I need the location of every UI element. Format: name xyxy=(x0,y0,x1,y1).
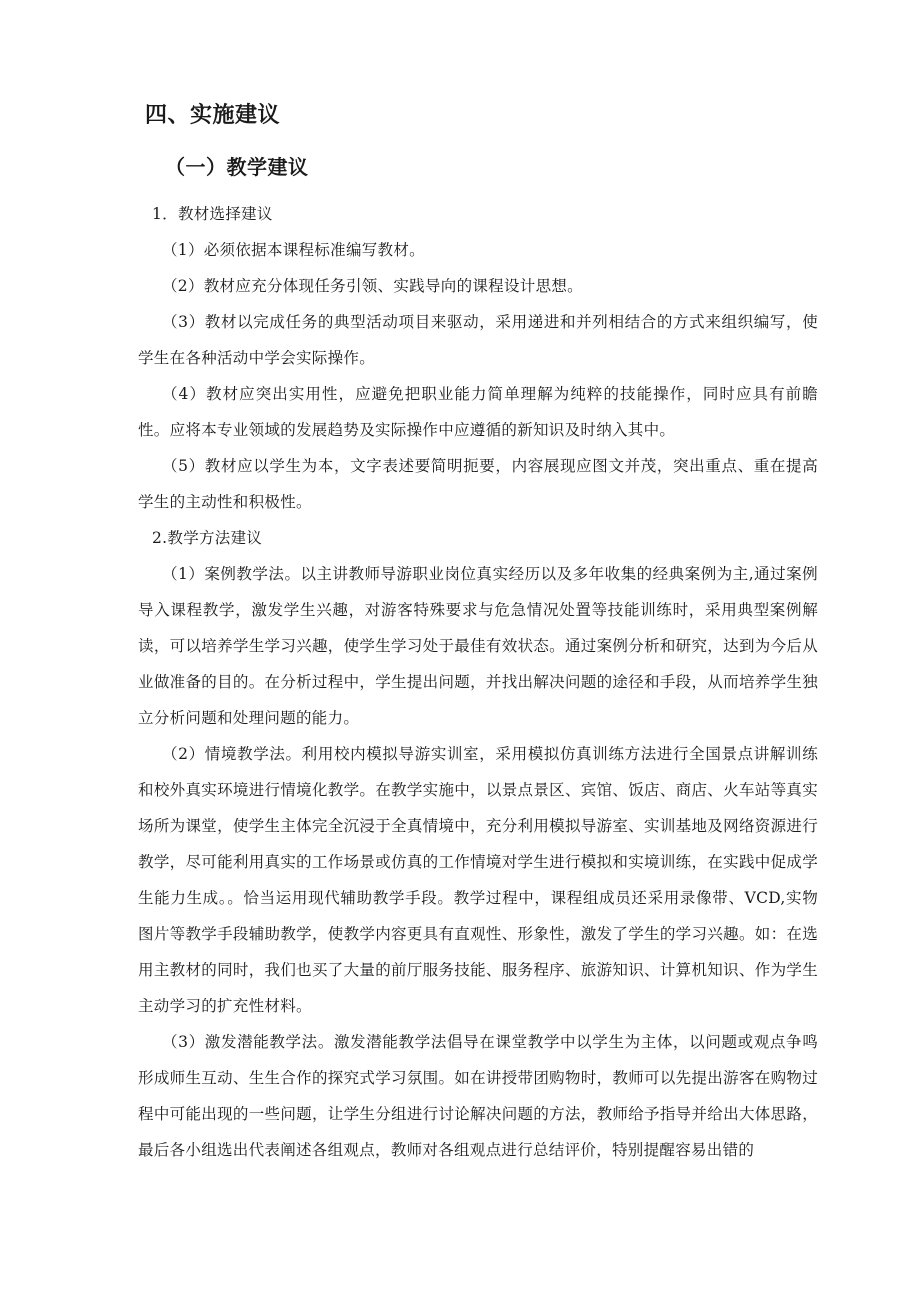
textbook-item-3: （3）教材以完成任务的典型活动项目来驱动，采用递进和并列相结合的方式来组织编写，使学生在各种活动中学会实际操作。 xyxy=(138,313,818,367)
textbook-item-5: （5）教材应以学生为本，文字表述要简明扼要，内容展现应图文并茂，突出重点、重在提高学生的主动性和积极性。 xyxy=(138,457,818,511)
methods-heading: 2.教学方法建议 xyxy=(152,529,263,547)
body-text xyxy=(138,196,818,1168)
textbook-heading: 1．教材选择建议 xyxy=(152,205,273,223)
textbook-item-2: （2）教材应充分体现任务引领、实践导向的课程设计思想。 xyxy=(162,277,583,295)
method-item-3: （3）激发潜能教学法。激发潜能教学法倡导在课堂教学中以学生为主体，以问题或观点争鸣形成师生互动、生生合作的探究式学习氛围。如在讲授带团购物时，教师可以先提出游客在购物过程中可能出现的一些问题，让学生分组进行讨论解决问题的方法，教师给予指导并给出大体思路，最后各小组选出代表阐述各组观点，教师对各组观点进行总结评价，特别提醒容易出错的 xyxy=(138,1033,818,1159)
subsection-title: （一）教学建议 xyxy=(165,155,309,179)
textbook-item-4: （4）教材应突出实用性，应避免把职业能力简单理解为纯粹的技能操作，同时应具有前瞻性。应将本专业领域的发展趋势及实际操作中应遵循的新知识及时纳入其中。 xyxy=(138,385,818,439)
method-item-2: （2）情境教学法。利用校内模拟导游实训室，采用模拟仿真训练方法进行全国景点讲解训练和校外真实环境进行情境化教学。在教学实施中，以景点景区、宾馆、饭店、商店、火车站等真实场所为课堂，使学生主体完全沉浸于全真情境中，充分利用模拟导游室、实训基地及网络资源进行教学，尽可能利用真实的工作场景或仿真的工作情境对学生进行模拟和实境训练，在实践中促成学生能力生成。。恰当运用现代辅助教学手段。教学过程中，课程组成员还采用录像带、VCD,实物图片等教学手段辅助教学，使教学内容更具有直观性、形象性，激发了学生的学习兴趣。如：在选用主教材的同时，我们也买了大量的前厅服务技能、服务程序、旅游知识、计算机知识、作为学生主动学习的扩充性材料。 xyxy=(138,745,818,1015)
method-item-1: （1）案例教学法。以主讲教师导游职业岗位真实经历以及多年收集的经典案例为主,通过案例导入课程教学，激发学生兴趣，对游客特殊要求与危急情况处置等技能训练时，采用典型案例解读，可以培养学生学习兴趣，使学生学习处于最佳有效状态。通过案例分析和研究，达到为今后从业做准备的目的。在分析过程中，学生提出问题，并找出解决问题的途径和手段，从而培养学生独立分析问题和处理问题的能力。 xyxy=(138,565,818,727)
textbook-item-1: （1）必须依据本课程标准编写教材。 xyxy=(162,241,425,259)
section-title: 四、实施建议 xyxy=(145,103,281,128)
